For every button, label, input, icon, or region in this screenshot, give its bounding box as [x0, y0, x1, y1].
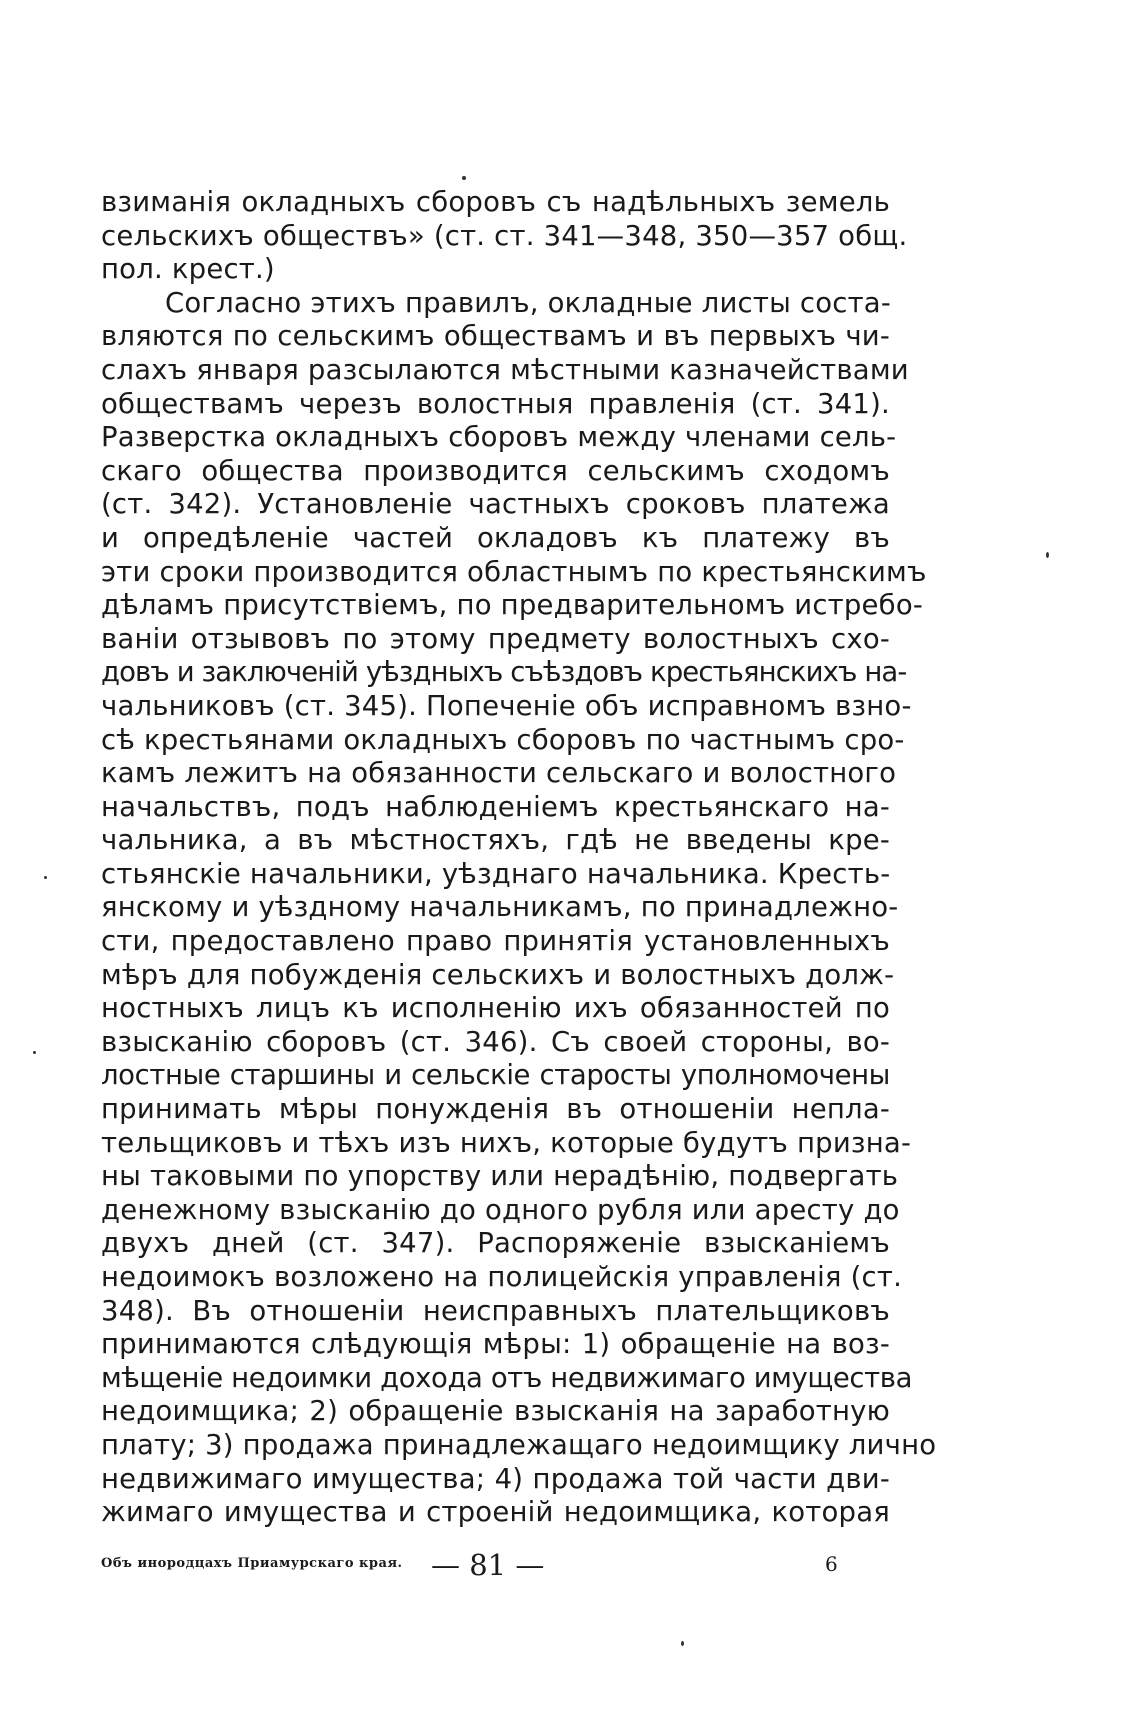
print-speck [462, 176, 466, 180]
text-line: камъ лежитъ на обязанности сельскаго и волостного [101, 757, 897, 790]
text-line: скаго общества производится сельскимъ сходомъ [101, 454, 890, 487]
text-line: вляются по сельскимъ обществамъ и въ первыхъ чи- [101, 320, 890, 353]
running-title: Объ инородцахъ Приамурскаго края. [101, 1556, 403, 1571]
text-line: чальника, а въ мѣстностяхъ, гдѣ не введены кре- [101, 824, 890, 857]
text-line: взиманія окладныхъ сборовъ съ надѣльныхъ земель [101, 186, 890, 218]
text-line: начальствъ, подъ наблюденіемъ крестьянскаго на- [101, 790, 890, 823]
text-line: двухъ дней (ст. 347). Распоряженіе взысканіемъ [101, 1227, 890, 1260]
text-line: дѣламъ присутствіемъ, по предварительномъ истребо- [101, 589, 923, 622]
print-speck [33, 1051, 36, 1054]
text-line: принимать мѣры понужденія въ отношеніи непла- [101, 1093, 890, 1126]
text-line: янскому и уѣздному начальникамъ, по принадлежно- [101, 891, 899, 924]
text-line: обществамъ черезъ волостныя правленія (ст. 341). [101, 387, 890, 420]
text-line: взысканію сборовъ (ст. 346). Съ своей стороны, во- [101, 1025, 890, 1058]
text-line: лостные старшины и сельскіе старосты уполномочены [101, 1059, 890, 1092]
text-line: недвижимаго имущества; 4) продажа той части дви- [101, 1462, 890, 1495]
text-line: сти, предоставлено право принятія установленныхъ [101, 925, 890, 958]
text-line: плату; 3) продажа принадлежащаго недоимщику лично [101, 1428, 937, 1461]
page-footer [101, 1548, 890, 1596]
body-text [101, 186, 937, 1530]
text-line: ностныхъ лицъ къ исполненію ихъ обязанностей по [101, 992, 890, 1025]
text-line: и опредѣленіе частей окладовъ къ платежу въ [101, 521, 890, 554]
text-line: недоимокъ возложено на полицейскія управленія (ст. [101, 1261, 903, 1293]
text-line: ваніи отзывовъ по этому предмету волостныхъ схо- [101, 622, 890, 655]
text-line: Разверстка окладныхъ сборовъ между членами сель- [101, 421, 897, 454]
text-line: пол. крест.) [101, 253, 275, 286]
text-line: 348). Въ отношеніи неисправныхъ плательщиковъ [101, 1294, 890, 1327]
text-line: стьянскіе начальники, уѣзднаго начальника. Кресть- [101, 857, 891, 890]
print-speck [681, 1641, 684, 1646]
print-speck [1046, 552, 1049, 558]
text-line: ны таковыми по упорству или нерадѣнію, подвергать [101, 1160, 899, 1193]
text-line: недоимщика; 2) обращеніе взысканія на заработную [101, 1395, 890, 1428]
text-line: мѣръ для побужденія сельскихъ и волостныхъ долж- [101, 958, 895, 991]
text-line: принимаются слѣдующія мѣры: 1) обращеніе на воз- [101, 1328, 890, 1361]
text-line: сельскихъ обществъ» (ст. ст. 341—348, 350—357 общ. [101, 219, 908, 252]
text-line: жимаго имущества и строеній недоимщика, которая [101, 1496, 890, 1529]
text-line: чальниковъ (ст. 345). Попеченіе объ исправномъ взно- [101, 689, 912, 722]
text-line: сѣ крестьянами окладныхъ сборовъ по частнымъ сро- [101, 723, 905, 756]
text-line: (ст. 342). Установленіе частныхъ сроковъ платежа [101, 488, 890, 521]
text-line: тельщиковъ и тѣхъ изъ нихъ, которые будутъ призна- [101, 1126, 912, 1159]
text-line: денежному взысканію до одного рубля или аресту до [101, 1193, 900, 1226]
signature-mark: 6 [825, 1552, 838, 1576]
print-speck [44, 876, 47, 879]
text-line: Согласно этихъ правилъ, окладные листы соста- [165, 286, 891, 319]
page-number: — 81 — [431, 1548, 545, 1582]
text-line: слахъ января разсылаются мѣстными казначействами [101, 353, 909, 386]
text-line: эти сроки производится областнымъ по крестьянскимъ [101, 555, 927, 588]
text-line: мѣщеніе недоимки дохода отъ недвижимаго имущества [101, 1361, 913, 1394]
text-line: довъ и заключеній уѣздныхъ съѣздовъ крестьянскихъ на- [101, 656, 907, 689]
